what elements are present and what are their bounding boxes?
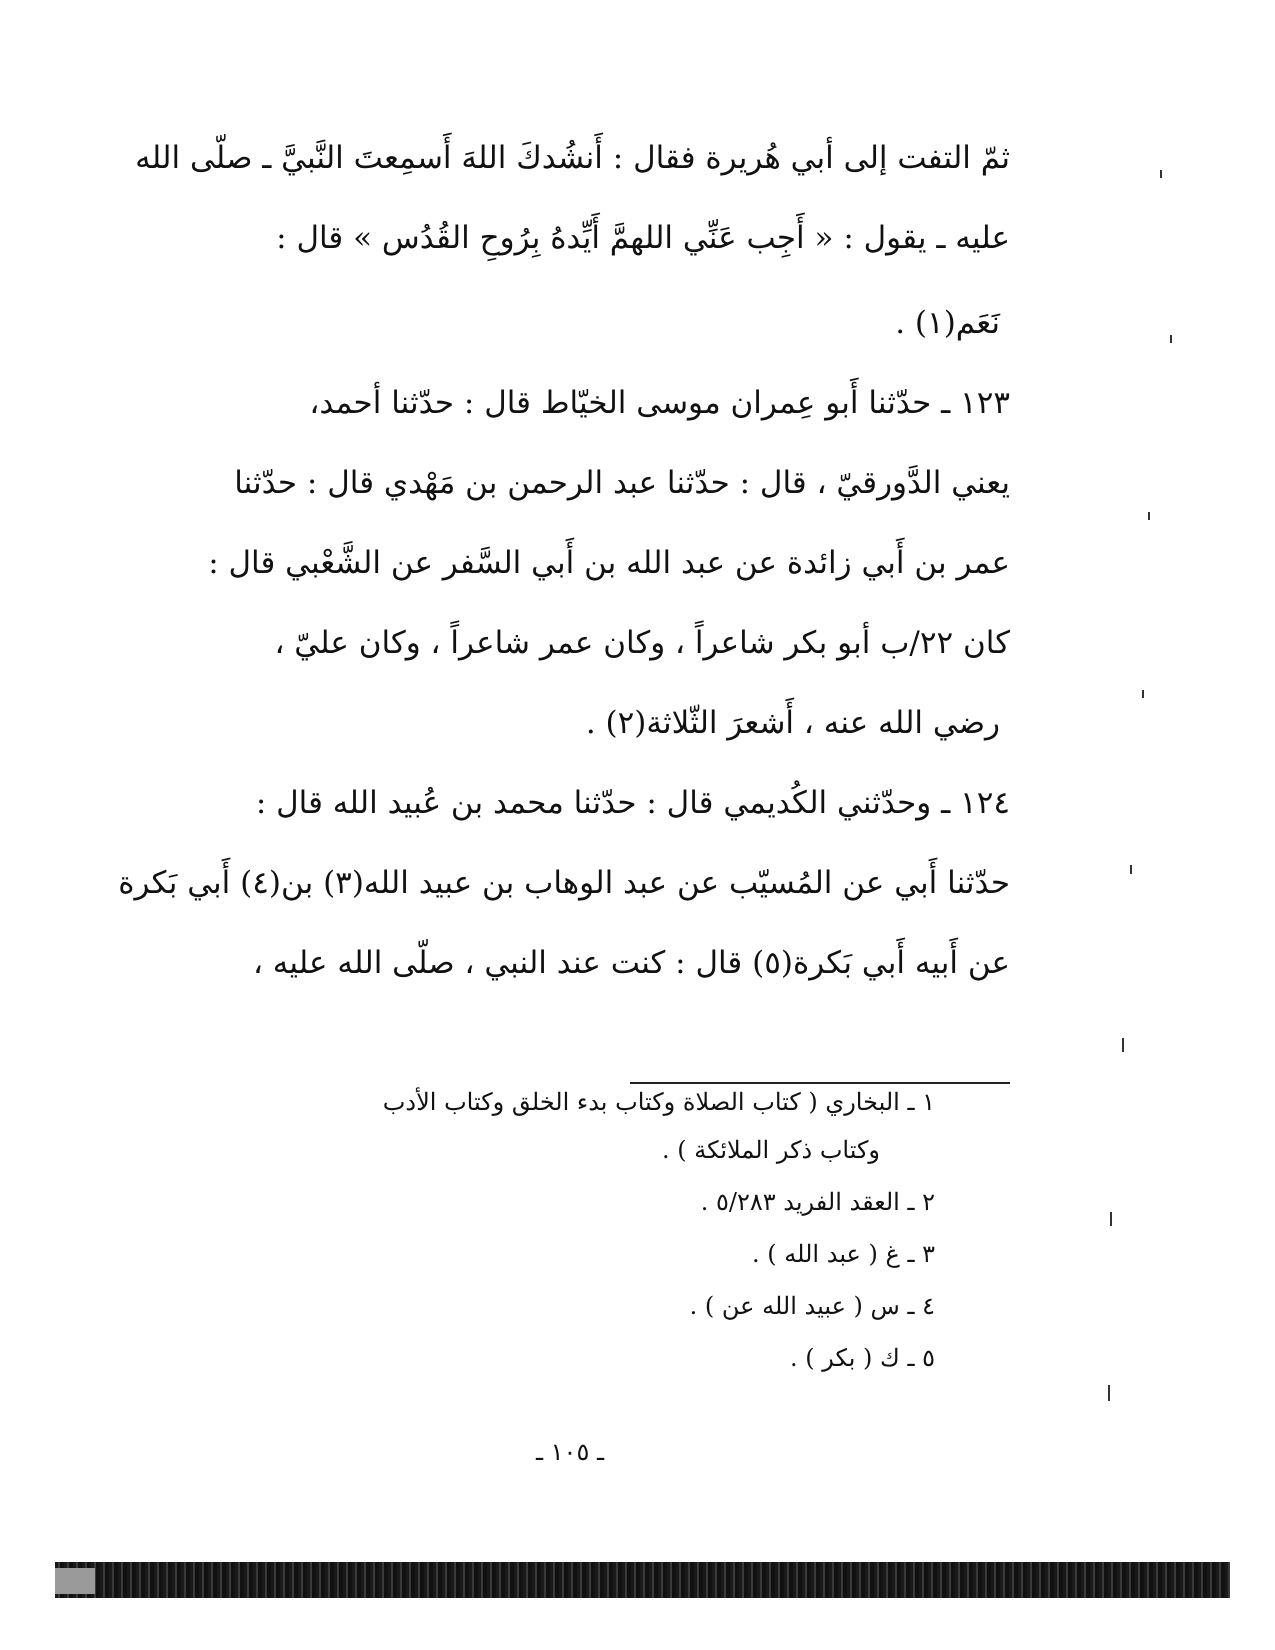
body-line-5: يعني الدَّورقيّ ، قال : حدّثنا عبد الرحمن بن مَهْدي قال : حدّثنا — [234, 465, 1010, 501]
scan-speck — [1160, 170, 1162, 178]
body-line-2: عليه ـ يقول : « أَجِب عَنِّي اللهمَّ أَيِّدهُ بِرُوحِ القُدُس » قال : — [276, 220, 1010, 256]
scan-speck — [1110, 1212, 1112, 1226]
body-line-7: كان ٢٢/ب أبو بكر شاعراً ، وكان عمر شاعراً ، وكان عليّ ، — [274, 625, 1010, 661]
footnote-1-cont: وكتاب ذكر الملائكة ) . — [661, 1136, 880, 1164]
footnote-3: ٣ ـ غ ( عبد الله ) . — [752, 1240, 935, 1268]
scan-speck — [1108, 1385, 1110, 1401]
scan-edge-bar-light — [55, 1568, 95, 1594]
scan-speck — [1170, 335, 1172, 343]
body-line-6: عمر بن أَبي زائدة عن عبد الله بن أَبي السَّفر عن الشَّعْبي قال : — [208, 545, 1010, 581]
scan-speck — [1122, 1038, 1124, 1052]
page-number: ـ ١٠٥ ـ — [535, 1438, 604, 1466]
footnote-5: ٥ ـ ك ( بكر ) . — [789, 1344, 935, 1372]
body-line-4: ١٢٣ ـ حدّثنا أَبو عِمران موسى الخيّاط قال : حدّثنا أحمد، — [309, 385, 1010, 421]
body-line-9: ١٢٤ ـ وحدّثني الكُديمي قال : حدّثنا محمد بن عُبيد الله قال : — [255, 785, 1010, 821]
scan-edge-bar — [55, 1562, 1230, 1598]
body-line-11: عن أَبيه أَبي بَكرة(٥) قال : كنت عند النبي ، صلّى الله عليه ، — [252, 945, 1010, 981]
footnote-2: ٢ ـ العقد الفريد ٥/٢٨٣ . — [700, 1188, 935, 1216]
scan-speck — [1130, 865, 1132, 874]
body-line-1: ثمّ التفت إلى أبي هُريرة فقال : أَنشُدكَ اللهَ أَسمِعتَ النَّبيَّ ـ صلّى الله — [135, 140, 1010, 176]
body-line-3: نَعَم(١) . — [895, 305, 1000, 341]
scan-speck — [1148, 512, 1150, 520]
footnote-4: ٤ ـ س ( عبيد الله عن ) . — [689, 1292, 935, 1320]
body-line-8: رضي الله عنه ، أَشعرَ الثّلاثة(٢) . — [585, 705, 1000, 741]
footnote-separator — [630, 1082, 1010, 1084]
body-line-10: حدّثنا أَبي عن المُسيّب عن عبد الوهاب بن عبيد الله(٣) بن(٤) أَبي بَكرة — [118, 865, 1010, 901]
scan-speck — [1142, 690, 1144, 698]
footnote-1: ١ ـ البخاري ( كتاب الصلاة وكتاب بدء الخلق وكتاب الأدب — [382, 1088, 935, 1116]
